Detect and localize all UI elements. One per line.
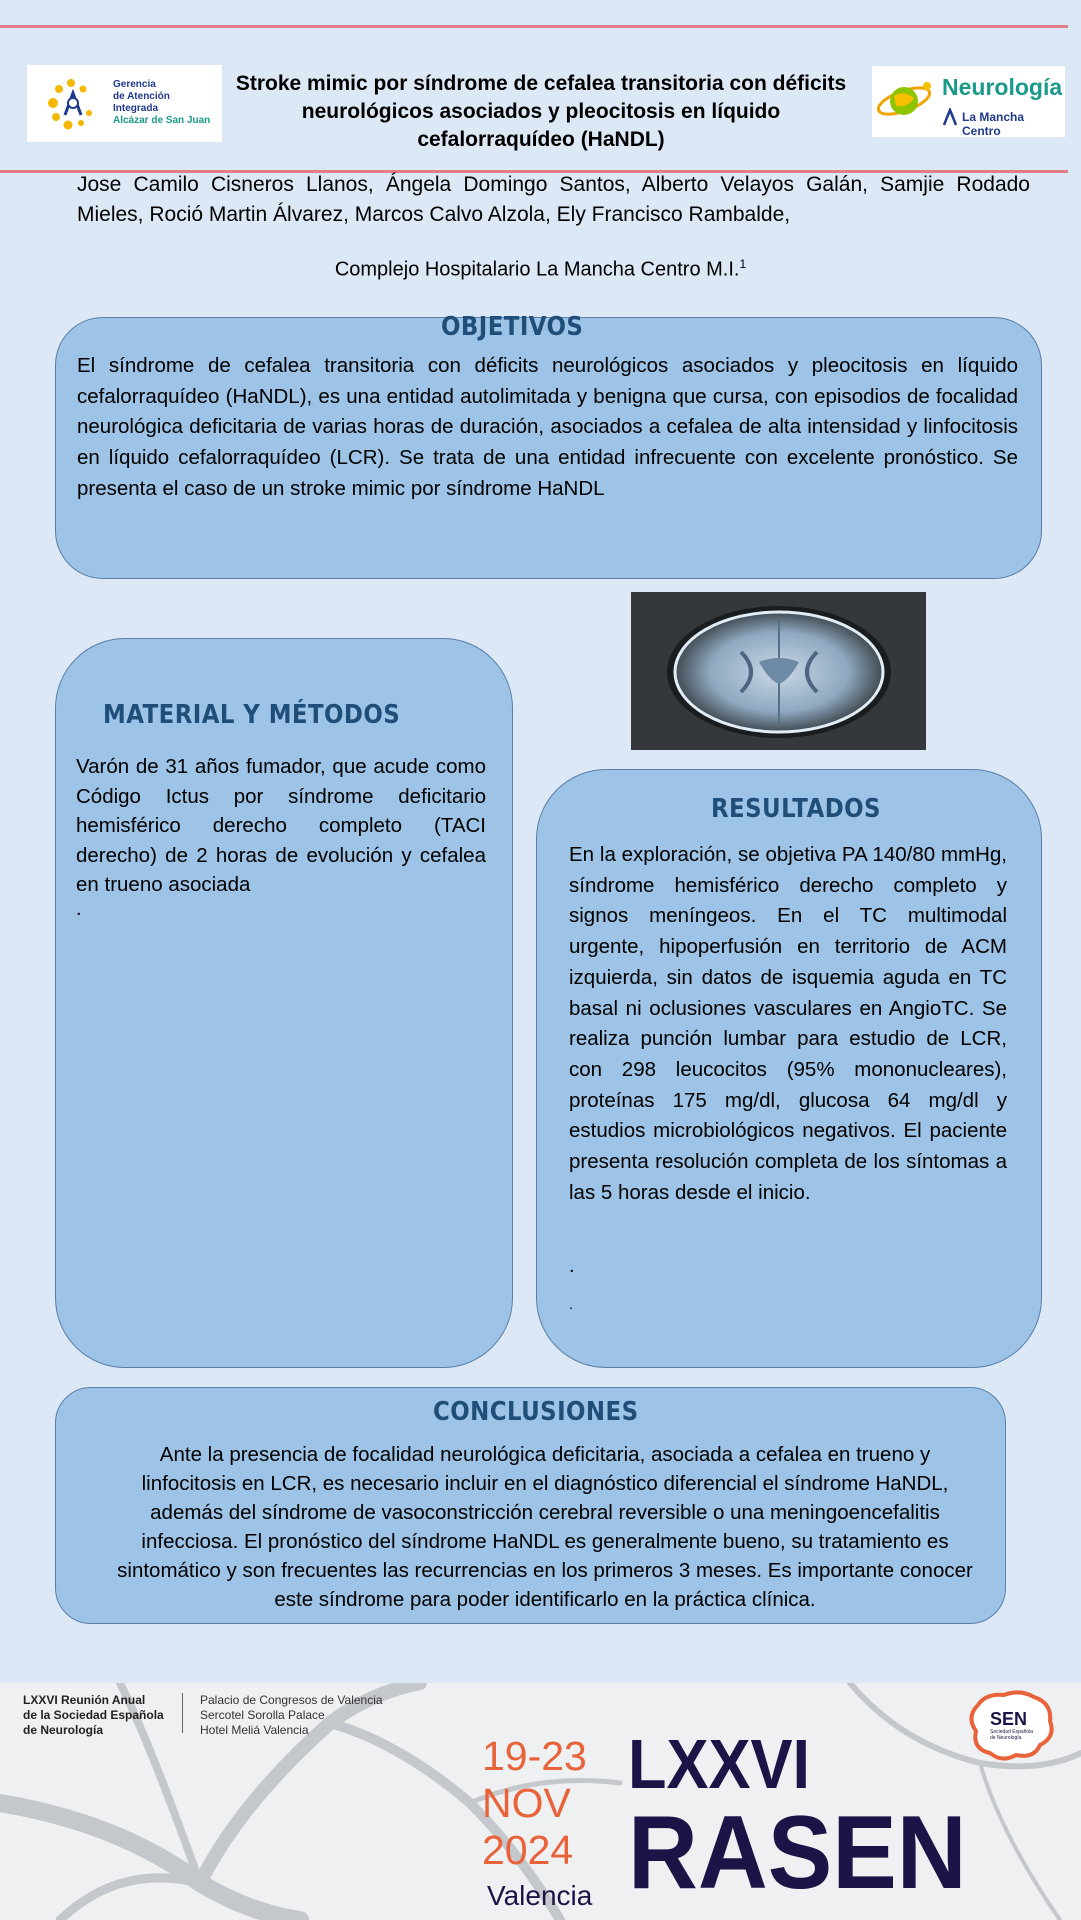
meeting-line1: LXXVI Reunión Anual bbox=[23, 1693, 146, 1707]
gerencia-line4: Alcázar de San Juan bbox=[113, 115, 211, 126]
venue-line1: Palacio de Congresos de Valencia bbox=[200, 1693, 383, 1707]
brain-mri-image bbox=[631, 592, 926, 750]
neurologia-subtitle: La Mancha Centro bbox=[962, 110, 1025, 138]
conclusiones-heading: CONCLUSIONES bbox=[433, 1397, 639, 1427]
venue-line3: Hotel Meliá Valencia bbox=[200, 1723, 309, 1737]
sen-sub-line2: de Neurología bbox=[990, 1735, 1022, 1741]
material-text: Varón de 31 años fumador, que acude como Código Ictus por síndrome deficitario hemisférico derecho completo (TACI derecho) de 2 horas de evolución y cefalea en trueno asociada bbox=[76, 755, 486, 896]
brand-rasen: RASEN bbox=[628, 1795, 967, 1911]
conclusiones-text: Ante la presencia de focalidad neurológica deficitaria, asociada a cefalea en trueno y linfocitosis en LCR, es necesario incluir en el diagnóstico diferencial el síndrome HaNDL, además del síndrome de vasoconstricción cerebral reversible o una meningoencefalitis infecciosa. El pronóstico del síndrome HaNDL es generalmente bueno, su tratamiento es sintomático y son frecuentes las recurrencias en los primeros 3 meses. Es importante conocer este síndrome para poder identificarlo en la práctica clínica. bbox=[117, 1443, 973, 1611]
gerencia-line3: Integrada bbox=[113, 103, 159, 114]
top-rule bbox=[0, 25, 1068, 28]
neurologia-logo bbox=[872, 66, 1065, 137]
resultados-dot-1: . bbox=[569, 1255, 575, 1277]
date-month: NOV bbox=[482, 1780, 571, 1826]
sen-logo-text: SEN bbox=[990, 1709, 1028, 1729]
city-label: Valencia bbox=[487, 1880, 593, 1911]
objetivos-text: El síndrome de cefalea transitoria con déficits neurológicos asociados y pleocitosis en líquido cefalorraquídeo (HaNDL), es una entidad autolimitada y benigna que cursa, con episodios de focalidad neurológica deficitaria de varias horas de duración, asociados a cefalea de alta intensidad y linfocitosis en líquido cefalorraquídeo (LCR). Se trata de una entidad infrecuente con excelente pronóstico. Se presenta el caso de un stroke mimic por síndrome HaNDL bbox=[77, 354, 1018, 500]
date-days: 19-23 bbox=[482, 1733, 587, 1779]
venue-line2: Sercotel Sorolla Palace bbox=[200, 1708, 325, 1722]
gerencia-logo bbox=[27, 65, 222, 142]
resultados-heading: RESULTADOS bbox=[711, 794, 881, 824]
congress-banner bbox=[0, 1683, 1081, 1920]
material-heading: MATERIAL Y MÉTODOS bbox=[103, 700, 401, 730]
objetivos-heading: OBJETIVOS bbox=[441, 312, 584, 342]
sen-sub-line1: Sociedad Española bbox=[990, 1729, 1034, 1735]
meeting-line3: de Neurología bbox=[23, 1723, 104, 1737]
resultados-dot-2: . bbox=[569, 1296, 573, 1312]
neurologia-name: Neurología bbox=[942, 74, 1063, 100]
la-mancha-mark-icon bbox=[942, 108, 958, 126]
neurologia-globe-icon bbox=[874, 72, 942, 130]
affiliation bbox=[0, 257, 1081, 282]
gerencia-line1: Gerencia bbox=[113, 79, 156, 90]
affiliation-superscript: 1 bbox=[739, 257, 747, 271]
resultados-text: En la exploración, se objetiva PA 140/80 mmHg, síndrome hemisférico derecho completo y signos meníngeos. En el TC multimodal urgente, hipoperfusión en territorio de ACM izquierda, sin datos de isquemia aguda en TC basal ni oclusiones vasculares en AngioTC. Se realiza punción lumbar para estudio de LCR, con 298 leucocitos (95% mononucleares), proteínas 175 mg/dl, glucosa 64 mg/dl y estudios microbiológicos negativos. El paciente presenta resolución completa de los síntomas a las 5 horas desde el inicio. bbox=[569, 843, 1007, 1204]
material-dot: . bbox=[76, 898, 82, 920]
affiliation-text: Complejo Hospitalario La Mancha Centro M.I. bbox=[334, 258, 740, 281]
poster-title: Stroke mimic por síndrome de cefalea transitoria con déficits neurológicos asociados y pleocitosis en líquido cefalorraquídeo (HaNDL) bbox=[235, 72, 847, 151]
footer-divider bbox=[182, 1693, 183, 1733]
author-list: Jose Camilo Cisneros Llanos, Ángela Domingo Santos, Alberto Velayos Galán, Samjie Rodado Mieles, Roció Martin Álvarez, Marcos Calvo Alzola, Ely Francisco Rambalde, bbox=[77, 173, 1030, 226]
date-year: 2024 bbox=[482, 1827, 574, 1873]
brand-lxxvi: LXXVI bbox=[628, 1725, 811, 1803]
material-panel bbox=[55, 638, 513, 1368]
gerencia-line2: de Atención bbox=[113, 91, 170, 102]
gerencia-logo-mark-icon bbox=[43, 75, 101, 133]
meeting-line2: de la Sociedad Española bbox=[23, 1708, 164, 1722]
